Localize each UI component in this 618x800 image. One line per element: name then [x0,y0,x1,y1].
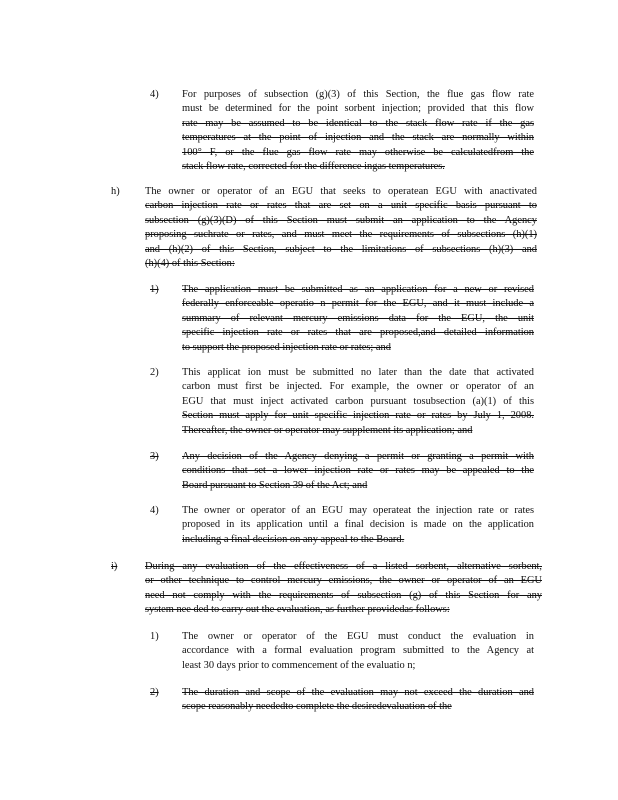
text-line: temperatures at the point of injection and the stack are normally within [182,132,534,144]
item-i1-text [182,630,534,673]
text-line: The owner or operator of an EGU may operateat the injection rate or rates [182,505,534,516]
item-h4-label: 4) [150,505,159,516]
text-line: subsection (g)(3)(D) of this Section must submit an application to the Agency [145,214,537,226]
item-h3-text [182,450,534,493]
text-line: During any evaluation of the effectiveness of a listed sorbent, alternative sorbent, [145,561,542,572]
text-line: summary of relevant mercury emissions data for the EGU, the unit [182,312,534,324]
text-line: (h)(4) of this Section: [145,258,235,270]
item-h2-text [182,366,534,438]
text-line: The application must be submitted as an application for a new or revised [182,284,534,295]
text-line: system nee ded to carry out the evaluation, as further providedas follows: [145,604,450,616]
subsection-i-text [145,560,542,618]
item-4-text [182,88,534,174]
item-h4-text [182,504,534,547]
text-line: This applicat ion must be submitted no later than the date that activated [182,367,534,378]
item-i2-text [182,686,534,715]
text-line: federally enforceable operatio n permit for the EGU, and it must include a [182,298,534,310]
subsection-h-text [145,185,537,271]
text-line: need not comply with the requirements of subsection (g) of this Section for any [145,589,542,601]
text-line: 100° F, or the flue gas flow rate may otherwise be calculatedfrom the [182,146,534,158]
item-h1-text [182,283,534,355]
text-line: accordance with a formal evaluation program submitted to the Agency at [182,645,534,657]
text-line: conditions that set a lower injection rate or rates may be appealed to the [182,465,534,477]
text-line: For purposes of subsection (g)(3) of this Section, the flue gas flow rate [182,89,534,100]
item-h2-label: 2) [150,367,159,378]
item-h3-label: 3) [150,451,159,462]
text-line: stack flow rate, corrected for the difference ingas temperatures. [182,161,445,173]
text-line: Thereafter, the owner or operator may supplement its application; and [182,424,473,436]
text-line: proposed in its application until a final decision is made on the application [182,519,534,531]
text-line: Any decision of the Agency denying a permit or granting a permit with [182,451,534,462]
text-line: The owner or operator of the EGU must conduct the evaluation in [182,631,534,642]
text-line: EGU that must inject activated carbon pursuant tosubsection (a)(1) of this [182,395,534,407]
text-line: carbon must first be injected. For example, the owner or operator of an [182,381,534,393]
text-line: rate may be assumed to be identical to the stack flow rate if the gas [182,117,534,129]
text-line: The owner or operator of an EGU that seeks to operatean EGU with anactivated [145,186,537,197]
item-4-label: 4) [150,89,159,100]
text-line: specific injection rate or rates that are proposed,and detailed information [182,327,534,339]
text-line: least 30 days prior to commencement of the evaluatio n; [182,659,416,671]
item-i2-label: 2) [150,687,159,698]
text-line: Board pursuant to Section 39 of the Act; and [182,479,368,491]
text-line: or other technique to control mercury emissions, the owner or operator of an EGU [145,575,542,587]
subsection-i-label: i) [111,561,118,572]
item-i1-label: 1) [150,631,159,642]
item-h1-label: 1) [150,284,159,295]
text-line: to support the proposed injection rate or rates; and [182,341,391,353]
text-line: Section must apply for unit specific injection rate or rates by July 1, 2008. [182,410,534,422]
text-line: scope reasonably neededto complete the desiredevaluation of the [182,701,452,713]
text-line: carbon injection rate or rates that are set on a unit specific basis pursuant to [145,200,537,212]
text-line: The duration and scope of the evaluation may not exceed the duration and [182,687,534,698]
text-line: must be determined for the point sorbent injection; provided that this flow [182,103,534,115]
text-line: including a final decision on any appeal to the Board. [182,533,405,545]
subsection-h-label: h) [111,186,120,197]
text-line: proposing suchrate or rates, and must meet the requirements of subsections (h)(1) [145,229,537,241]
text-line: and (h)(2) of this Section, subject to the limitations of subsections (h)(3) and [145,243,537,255]
